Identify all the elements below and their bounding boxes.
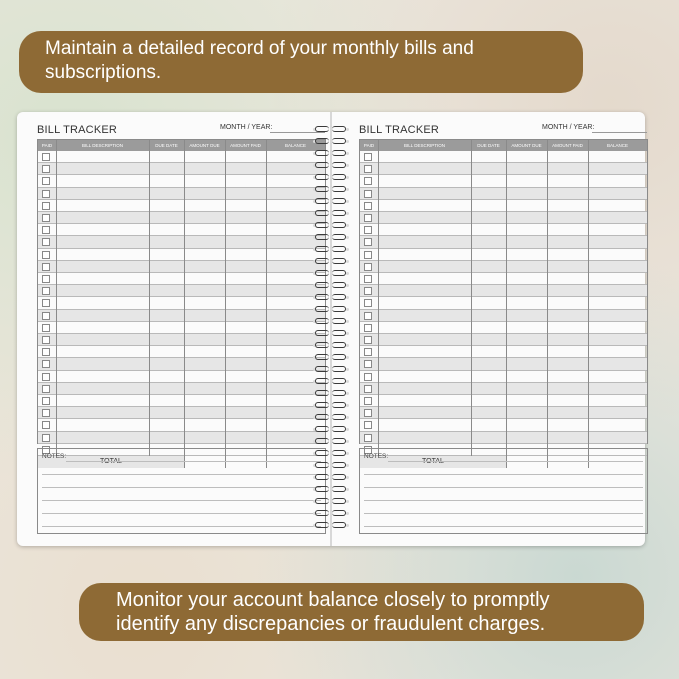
table-row bbox=[38, 334, 325, 346]
table-row bbox=[360, 151, 647, 163]
notes-line bbox=[42, 513, 321, 514]
paid-checkbox[interactable] bbox=[42, 202, 50, 210]
table-header bbox=[360, 140, 647, 151]
table-row bbox=[360, 407, 647, 419]
page-title: BILL TRACKER bbox=[359, 124, 440, 136]
spiral-coil bbox=[313, 162, 349, 169]
header-paid: PAID bbox=[363, 143, 375, 148]
header-due-date: DUE DATE bbox=[155, 143, 178, 148]
spiral-coil bbox=[313, 258, 349, 265]
spiral-coil bbox=[313, 246, 349, 253]
paid-checkbox[interactable] bbox=[364, 299, 372, 307]
paid-checkbox[interactable] bbox=[42, 397, 50, 405]
header-bill-description: BILL DESCRIPTION bbox=[81, 143, 124, 148]
paid-checkbox[interactable] bbox=[364, 373, 372, 381]
spiral-coil bbox=[313, 354, 349, 361]
spiral-coil bbox=[313, 138, 349, 145]
column-divider bbox=[56, 140, 57, 456]
table-row bbox=[38, 371, 325, 383]
header-bill-description: BILL DESCRIPTION bbox=[403, 143, 446, 148]
spiral-coil bbox=[313, 498, 349, 505]
paid-checkbox[interactable] bbox=[364, 226, 372, 234]
table-row bbox=[38, 236, 325, 248]
table-row bbox=[360, 371, 647, 383]
paid-checkbox[interactable] bbox=[364, 177, 372, 185]
paid-checkbox[interactable] bbox=[364, 434, 372, 442]
bottom-banner-text: Monitor your account balance closely to promptly identify any discrepancies or fraudulent charges. bbox=[116, 589, 550, 635]
spiral-coil bbox=[313, 378, 349, 385]
table-row bbox=[360, 212, 647, 224]
column-divider bbox=[547, 140, 548, 468]
column-divider bbox=[378, 140, 379, 456]
table-row bbox=[38, 212, 325, 224]
header-amount-paid: AMOUNT PAID bbox=[552, 143, 583, 148]
header-amount-due: AMOUNT DUE bbox=[511, 143, 542, 148]
table-row bbox=[38, 419, 325, 431]
spiral-coil bbox=[313, 402, 349, 409]
header-amount-paid: AMOUNT PAID bbox=[230, 143, 261, 148]
paid-checkbox[interactable] bbox=[42, 434, 50, 442]
notes-line bbox=[42, 526, 321, 527]
table-row bbox=[360, 200, 647, 212]
paid-checkbox[interactable] bbox=[364, 409, 372, 417]
paid-checkbox[interactable] bbox=[364, 385, 372, 393]
paid-checkbox[interactable] bbox=[42, 360, 50, 368]
column-divider bbox=[184, 140, 185, 468]
spiral-coil bbox=[313, 126, 349, 133]
table-row bbox=[360, 310, 647, 322]
table-row bbox=[360, 419, 647, 431]
table-row bbox=[38, 322, 325, 334]
paid-checkbox[interactable] bbox=[42, 373, 50, 381]
column-divider bbox=[506, 140, 507, 468]
paid-checkbox[interactable] bbox=[42, 287, 50, 295]
notes-box bbox=[359, 448, 648, 534]
spiral-coil bbox=[313, 450, 349, 457]
top-banner bbox=[19, 31, 583, 93]
spiral-coil bbox=[313, 234, 349, 241]
spiral-coil bbox=[313, 174, 349, 181]
table-row bbox=[360, 297, 647, 309]
paid-checkbox[interactable] bbox=[364, 165, 372, 173]
month-year-label: MONTH / YEAR: bbox=[542, 124, 595, 131]
paid-checkbox[interactable] bbox=[364, 153, 372, 161]
notes-line bbox=[364, 513, 643, 514]
paid-checkbox[interactable] bbox=[42, 226, 50, 234]
header-paid: PAID bbox=[41, 143, 53, 148]
total-label: TOTAL bbox=[360, 456, 506, 468]
paid-checkbox[interactable] bbox=[364, 360, 372, 368]
notebook-spread bbox=[17, 112, 645, 546]
spiral-coil bbox=[313, 306, 349, 313]
paid-checkbox[interactable] bbox=[364, 202, 372, 210]
paid-checkbox[interactable] bbox=[364, 287, 372, 295]
paid-checkbox[interactable] bbox=[364, 214, 372, 222]
spiral-coil bbox=[313, 522, 349, 529]
notes-line bbox=[364, 487, 643, 488]
spiral-coil bbox=[313, 210, 349, 217]
table-row bbox=[360, 163, 647, 175]
table-row bbox=[360, 273, 647, 285]
bottom-banner bbox=[79, 583, 644, 641]
paid-checkbox[interactable] bbox=[364, 397, 372, 405]
paid-checkbox[interactable] bbox=[364, 348, 372, 356]
spiral-coil bbox=[313, 186, 349, 193]
table-row bbox=[38, 346, 325, 358]
spiral-binding bbox=[313, 126, 349, 540]
paid-checkbox[interactable] bbox=[42, 348, 50, 356]
table-row bbox=[360, 249, 647, 261]
paid-checkbox[interactable] bbox=[364, 336, 372, 344]
paid-checkbox[interactable] bbox=[364, 324, 372, 332]
table-row bbox=[38, 407, 325, 419]
paid-checkbox[interactable] bbox=[42, 153, 50, 161]
paid-checkbox[interactable] bbox=[42, 165, 50, 173]
header-amount-due: AMOUNT DUE bbox=[189, 143, 220, 148]
paid-checkbox[interactable] bbox=[364, 275, 372, 283]
column-divider bbox=[471, 140, 472, 456]
column-divider bbox=[149, 140, 150, 456]
header-due-date: DUE DATE bbox=[477, 143, 500, 148]
notes-line bbox=[66, 461, 321, 462]
spiral-coil bbox=[313, 150, 349, 157]
table-row bbox=[360, 395, 647, 407]
table-row bbox=[360, 334, 647, 346]
table-row bbox=[38, 273, 325, 285]
spiral-coil bbox=[313, 198, 349, 205]
table-row bbox=[360, 346, 647, 358]
paid-checkbox[interactable] bbox=[364, 421, 372, 429]
spiral-coil bbox=[313, 426, 349, 433]
table-row bbox=[38, 151, 325, 163]
spiral-coil bbox=[313, 474, 349, 481]
paid-checkbox[interactable] bbox=[42, 299, 50, 307]
spiral-coil bbox=[313, 222, 349, 229]
paid-checkbox[interactable] bbox=[42, 190, 50, 198]
paid-checkbox[interactable] bbox=[42, 421, 50, 429]
paid-checkbox[interactable] bbox=[42, 409, 50, 417]
table-row bbox=[38, 224, 325, 236]
paid-checkbox[interactable] bbox=[42, 177, 50, 185]
table-row bbox=[38, 395, 325, 407]
paid-checkbox[interactable] bbox=[364, 312, 372, 320]
table-row bbox=[360, 432, 647, 444]
table-row bbox=[38, 432, 325, 444]
table-row bbox=[38, 383, 325, 395]
notes-line bbox=[364, 526, 643, 527]
table-row bbox=[360, 261, 647, 273]
paid-checkbox[interactable] bbox=[42, 385, 50, 393]
column-divider bbox=[588, 140, 589, 468]
right-page bbox=[359, 112, 649, 546]
table-row bbox=[360, 224, 647, 236]
table-row bbox=[38, 200, 325, 212]
spiral-coil bbox=[313, 510, 349, 517]
column-divider bbox=[266, 140, 267, 468]
table-row bbox=[360, 383, 647, 395]
spiral-coil bbox=[313, 282, 349, 289]
notes-line bbox=[42, 500, 321, 501]
table-row bbox=[38, 261, 325, 273]
paid-checkbox[interactable] bbox=[42, 251, 50, 259]
paid-checkbox[interactable] bbox=[364, 251, 372, 259]
notes-line bbox=[42, 474, 321, 475]
spiral-coil bbox=[313, 438, 349, 445]
table-row bbox=[360, 188, 647, 200]
table-row bbox=[38, 285, 325, 297]
paid-checkbox[interactable] bbox=[42, 336, 50, 344]
total-label: TOTAL bbox=[38, 456, 184, 468]
notes-label: NOTES: bbox=[364, 453, 389, 460]
spiral-coil bbox=[313, 462, 349, 469]
notes-line bbox=[388, 461, 643, 462]
table-row bbox=[38, 188, 325, 200]
spiral-coil bbox=[313, 366, 349, 373]
left-page bbox=[37, 112, 327, 546]
header-balance: BALANCE bbox=[606, 143, 628, 148]
month-year-label: MONTH / YEAR: bbox=[220, 124, 273, 131]
paid-checkbox[interactable] bbox=[364, 190, 372, 198]
table-row bbox=[360, 175, 647, 187]
paid-checkbox[interactable] bbox=[42, 238, 50, 246]
notes-label: NOTES: bbox=[42, 453, 67, 460]
notes-line bbox=[364, 500, 643, 501]
spiral-coil bbox=[313, 342, 349, 349]
paid-checkbox[interactable] bbox=[42, 214, 50, 222]
table-row bbox=[360, 285, 647, 297]
table-row bbox=[38, 297, 325, 309]
spiral-coil bbox=[313, 390, 349, 397]
table-row bbox=[360, 358, 647, 370]
table-row bbox=[360, 236, 647, 248]
paid-checkbox[interactable] bbox=[42, 324, 50, 332]
table-row bbox=[38, 310, 325, 322]
spiral-coil bbox=[313, 414, 349, 421]
header-balance: BALANCE bbox=[284, 143, 306, 148]
spiral-coil bbox=[313, 270, 349, 277]
paid-checkbox[interactable] bbox=[42, 263, 50, 271]
month-year-line bbox=[592, 132, 647, 133]
spiral-coil bbox=[313, 318, 349, 325]
paid-checkbox[interactable] bbox=[42, 275, 50, 283]
top-banner-text: Maintain a detailed record of your monthly bills and subscriptions. bbox=[45, 38, 474, 83]
spiral-coil bbox=[313, 330, 349, 337]
table-row bbox=[360, 322, 647, 334]
column-divider bbox=[225, 140, 226, 468]
notes-line bbox=[42, 487, 321, 488]
table-row bbox=[38, 163, 325, 175]
table-row bbox=[38, 175, 325, 187]
page-title: BILL TRACKER bbox=[37, 124, 118, 136]
spiral-coil bbox=[313, 294, 349, 301]
table-header bbox=[38, 140, 325, 151]
notes-line bbox=[364, 474, 643, 475]
table-row bbox=[38, 358, 325, 370]
paid-checkbox[interactable] bbox=[364, 263, 372, 271]
table-row bbox=[38, 249, 325, 261]
spiral-coil bbox=[313, 486, 349, 493]
paid-checkbox[interactable] bbox=[42, 312, 50, 320]
paid-checkbox[interactable] bbox=[364, 238, 372, 246]
notes-box bbox=[37, 448, 326, 534]
